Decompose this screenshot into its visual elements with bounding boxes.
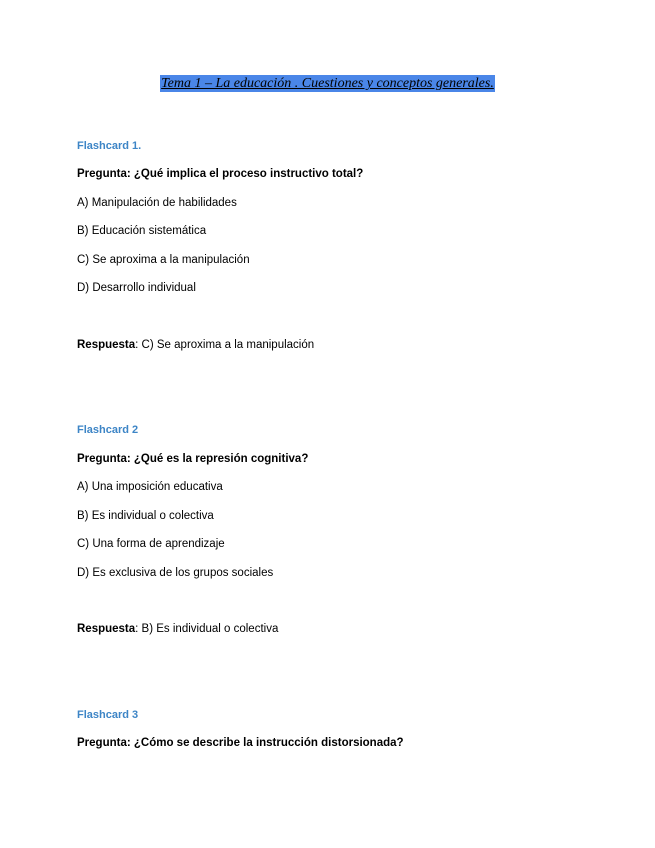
question-label: Pregunta: <box>77 453 131 465</box>
flashcard-3-heading: Flashcard 3 <box>77 709 139 721</box>
flashcard-1-heading: Flashcard 1. <box>77 140 142 152</box>
answer-label: Respuesta <box>77 623 136 635</box>
answer-text: : B) Es individual o colectiva <box>135 623 279 635</box>
flashcard-2-option-a: A) Una imposición educativa <box>77 481 223 493</box>
question-label: Pregunta: <box>77 737 131 749</box>
flashcard-1-answer <box>77 339 314 351</box>
flashcard-2-option-c: C) Una forma de aprendizaje <box>77 538 225 550</box>
question-text: ¿Qué es la represión cognitiva? <box>133 453 309 465</box>
flashcard-1-option-b: B) Educación sistemática <box>77 225 207 237</box>
flashcard-2-question <box>77 453 308 465</box>
flashcard-2-option-b: B) Es individual o colectiva <box>77 510 214 522</box>
answer-text: : C) Se aproxima a la manipulación <box>135 339 315 351</box>
flashcard-3-question <box>77 737 404 749</box>
document-title-text: Tema 1 – La educación . Cuestiones y conceptos generales. <box>161 76 494 91</box>
document-title <box>0 76 655 92</box>
flashcard-2-option-d: D) Es exclusiva de los grupos sociales <box>77 567 274 579</box>
answer-label: Respuesta <box>77 339 136 351</box>
flashcard-1-question <box>77 168 363 180</box>
flashcard-1-option-a: A) Manipulación de habilidades <box>77 197 237 209</box>
question-text: ¿Cómo se describe la instrucción distorsionada? <box>133 737 404 749</box>
question-text: ¿Qué implica el proceso instructivo total? <box>133 168 364 180</box>
flashcard-2-heading: Flashcard 2 <box>77 424 139 436</box>
flashcard-1-option-c: C) Se aproxima a la manipulación <box>77 254 250 266</box>
flashcard-1-option-d: D) Desarrollo individual <box>77 282 196 294</box>
flashcard-2-answer <box>77 623 278 635</box>
question-label: Pregunta: <box>77 168 131 180</box>
